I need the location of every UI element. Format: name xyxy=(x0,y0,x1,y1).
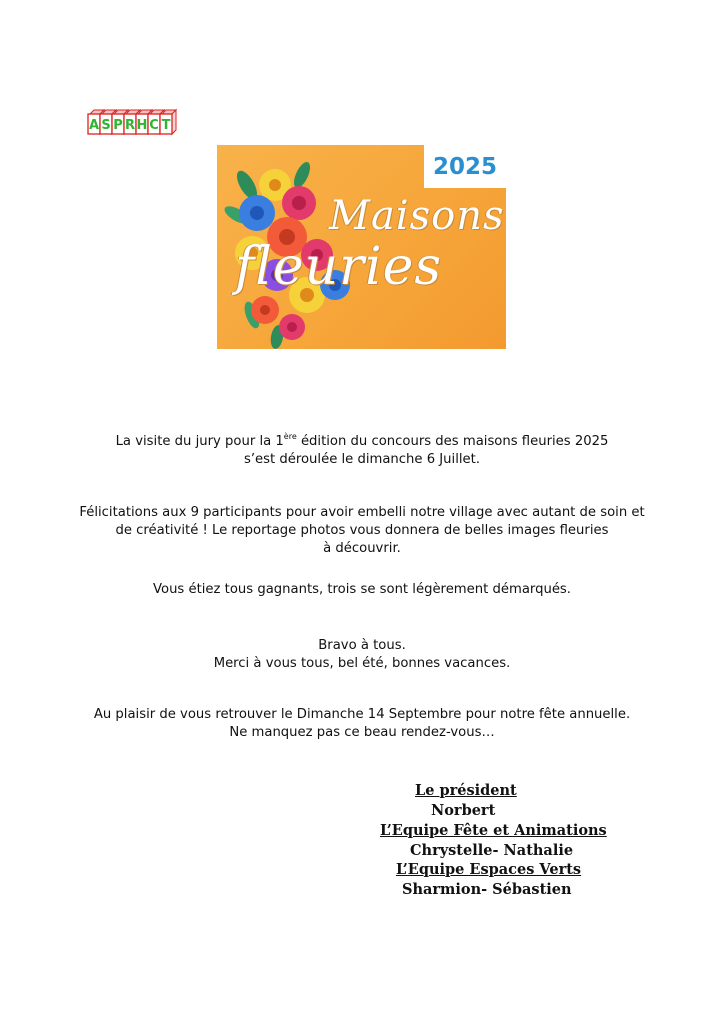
paragraph-winners: Vous étiez tous gagnants, trois se sont légèrement démarqués. xyxy=(153,582,571,597)
banner-title-maisons: Maisons xyxy=(329,193,505,239)
svg-text:A: A xyxy=(88,118,100,133)
svg-text:T: T xyxy=(161,118,171,133)
signature-president-name: Norbert xyxy=(431,802,496,819)
paragraph-congratulations: Félicitations aux 9 participants pour avoir embelli notre village avec autant de soin et de créativité ! Le reportage photos vous donnera de belles images fleuries à découvrir. xyxy=(79,505,645,556)
maisons-fleuries-banner xyxy=(217,145,506,349)
year-badge: 2025 xyxy=(424,145,506,188)
signature-president-title: Le président xyxy=(415,782,517,799)
svg-text:R: R xyxy=(124,118,136,133)
svg-text:P: P xyxy=(113,118,123,133)
signature-espaces-verts-names: Sharmion- Sébastien xyxy=(402,881,572,898)
svg-text:H: H xyxy=(136,118,148,133)
signature-fete-team-names: Chrystelle- Nathalie xyxy=(410,842,574,859)
banner-title-fleuries: fleuries xyxy=(235,237,443,297)
paragraph-bravo: Bravo à tous. Merci à vous tous, bel été, bonnes vacances. xyxy=(213,638,511,671)
asprhct-logo xyxy=(86,108,178,136)
logo-blocks xyxy=(86,108,178,136)
paragraph-jury-visit: La visite du jury pour la 1ère édition du concours des maisons fleuries 2025 s’est déroulée le dimanche 6 Juillet. xyxy=(115,432,609,467)
paragraph-next-event: Au plaisir de vous retrouver le Dimanche 14 Septembre pour notre fête annuelle. Ne manquez pas ce beau rendez-vous… xyxy=(93,707,631,740)
signature-fete-team-title: L’Equipe Fête et Animations xyxy=(380,822,607,839)
svg-text:C: C xyxy=(149,118,159,133)
svg-text:S: S xyxy=(101,118,111,133)
logo-block-t xyxy=(160,110,176,134)
signature-espaces-verts-title: L’Equipe Espaces Verts xyxy=(396,861,582,878)
